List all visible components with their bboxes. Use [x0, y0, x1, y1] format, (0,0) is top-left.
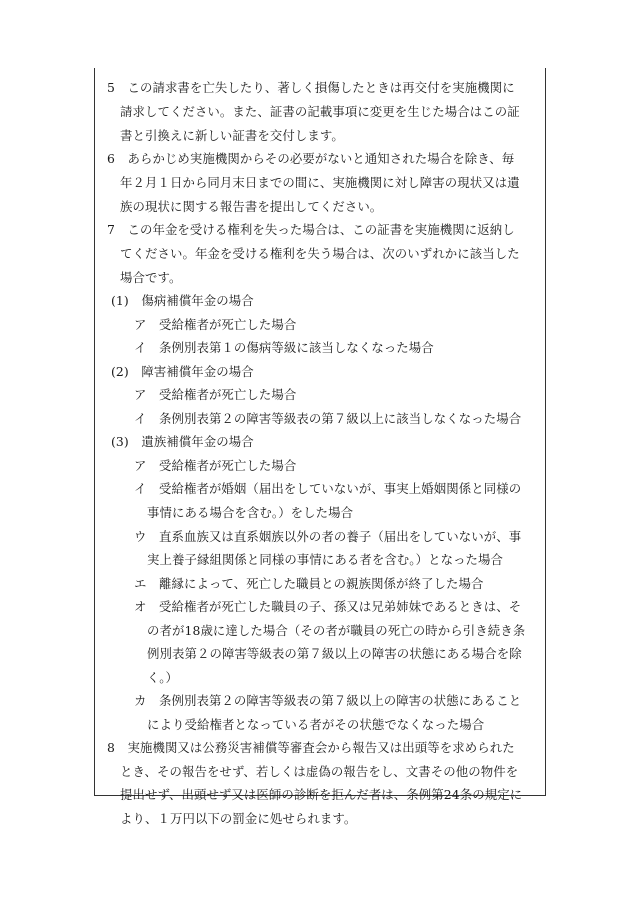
item-8-line-4: より、１万円以下の罰金に処せられます。 — [120, 811, 357, 826]
sub-3-a: ア 受給権者が死亡した場合 — [134, 458, 297, 473]
sub-3-o-line-4: く。） — [147, 670, 179, 685]
sub-3-u-line-1: ウ 直系血族又は直系姻族以外の者の養子（届出をしていないが、事 — [134, 529, 522, 544]
sub-3-o-line-1: オ 受給権者が死亡した職員の子、孫又は兄弟姉妹であるときは、そ — [134, 599, 522, 614]
item-8-line-3: 提出せず、出頭せず又は医師の診断を拒んだ者は、条例第24条の規定に — [120, 787, 523, 802]
sub-3-u-line-2: 実上養子縁組関係と同様の事情にある者を含む。）となった場合 — [147, 552, 504, 567]
sub-2-i: イ 条例別表第２の障害等級表の第７級以上に該当しなくなった場合 — [134, 411, 522, 426]
item-6-line-3: 族の現状に関する報告書を提出してください。 — [120, 199, 383, 214]
sub-3-o-line-2: の者が18歳に達した場合（その者が職員の死亡の時から引き続き条 — [147, 623, 526, 638]
sub-3-heading: (3) 遺族補償年金の場合 — [111, 434, 254, 449]
item-7-line-1: 7 この年金を受ける権利を失った場合は、この証書を実施機関に返納し — [107, 222, 515, 237]
item-8-line-2: とき、その報告をせず、若しくは虚偽の報告をし、文書その他の物件を — [120, 764, 519, 779]
sub-1-heading: (1) 傷病補償年金の場合 — [111, 293, 254, 308]
item-5-line-1: 5 この請求書を亡失したり、著しく損傷したときは再交付を実施機関に — [107, 80, 515, 95]
sub-2-heading: (2) 障害補償年金の場合 — [111, 364, 254, 379]
item-7-line-2: てください。年金を受ける権利を失う場合は、次のいずれかに該当した — [120, 246, 520, 261]
sub-3-i-line-1: イ 受給権者が婚姻（届出をしていないが、事実上婚姻関係と同様の — [134, 481, 522, 496]
sub-1-i: イ 条例別表第１の傷病等級に該当しなくなった場合 — [134, 340, 434, 355]
item-8-line-1: 8 実施機関又は公務災害補償等審査会から報告又は出頭等を求められた — [107, 740, 515, 755]
item-5-line-3: 書と引換えに新しい証書を交付します。 — [120, 128, 344, 143]
sub-3-o-line-3: 例別表第２の障害等級表の第７級以上の障害の状態にある場合を除 — [147, 646, 522, 661]
sub-1-a: ア 受給権者が死亡した場合 — [134, 317, 297, 332]
item-7-line-3: 場合です。 — [120, 270, 182, 285]
sub-3-ka-line-2: により受給権者となっている者がその状態でなくなった場合 — [147, 717, 485, 732]
sub-2-a: ア 受給権者が死亡した場合 — [134, 387, 297, 402]
item-5-line-2: 請求してください。また、証書の記載事項に変更を生じた場合はこの証 — [120, 104, 520, 119]
sub-3-e: エ 離縁によって、死亡した職員との親族関係が終了した場合 — [134, 576, 484, 591]
sub-3-ka-line-1: カ 条例別表第２の障害等級表の第７級以上の障害の状態にあること — [134, 693, 522, 708]
sub-3-i-line-2: 事情にある場合を含む。）をした場合 — [147, 505, 354, 520]
item-6-line-2: 年２月１日から同月末日までの間に、実施機関に対し障害の現状又は遺 — [120, 175, 520, 190]
item-6-line-1: 6 あらかじめ実施機関からその必要がないと通知された場合を除き、毎 — [107, 151, 515, 166]
